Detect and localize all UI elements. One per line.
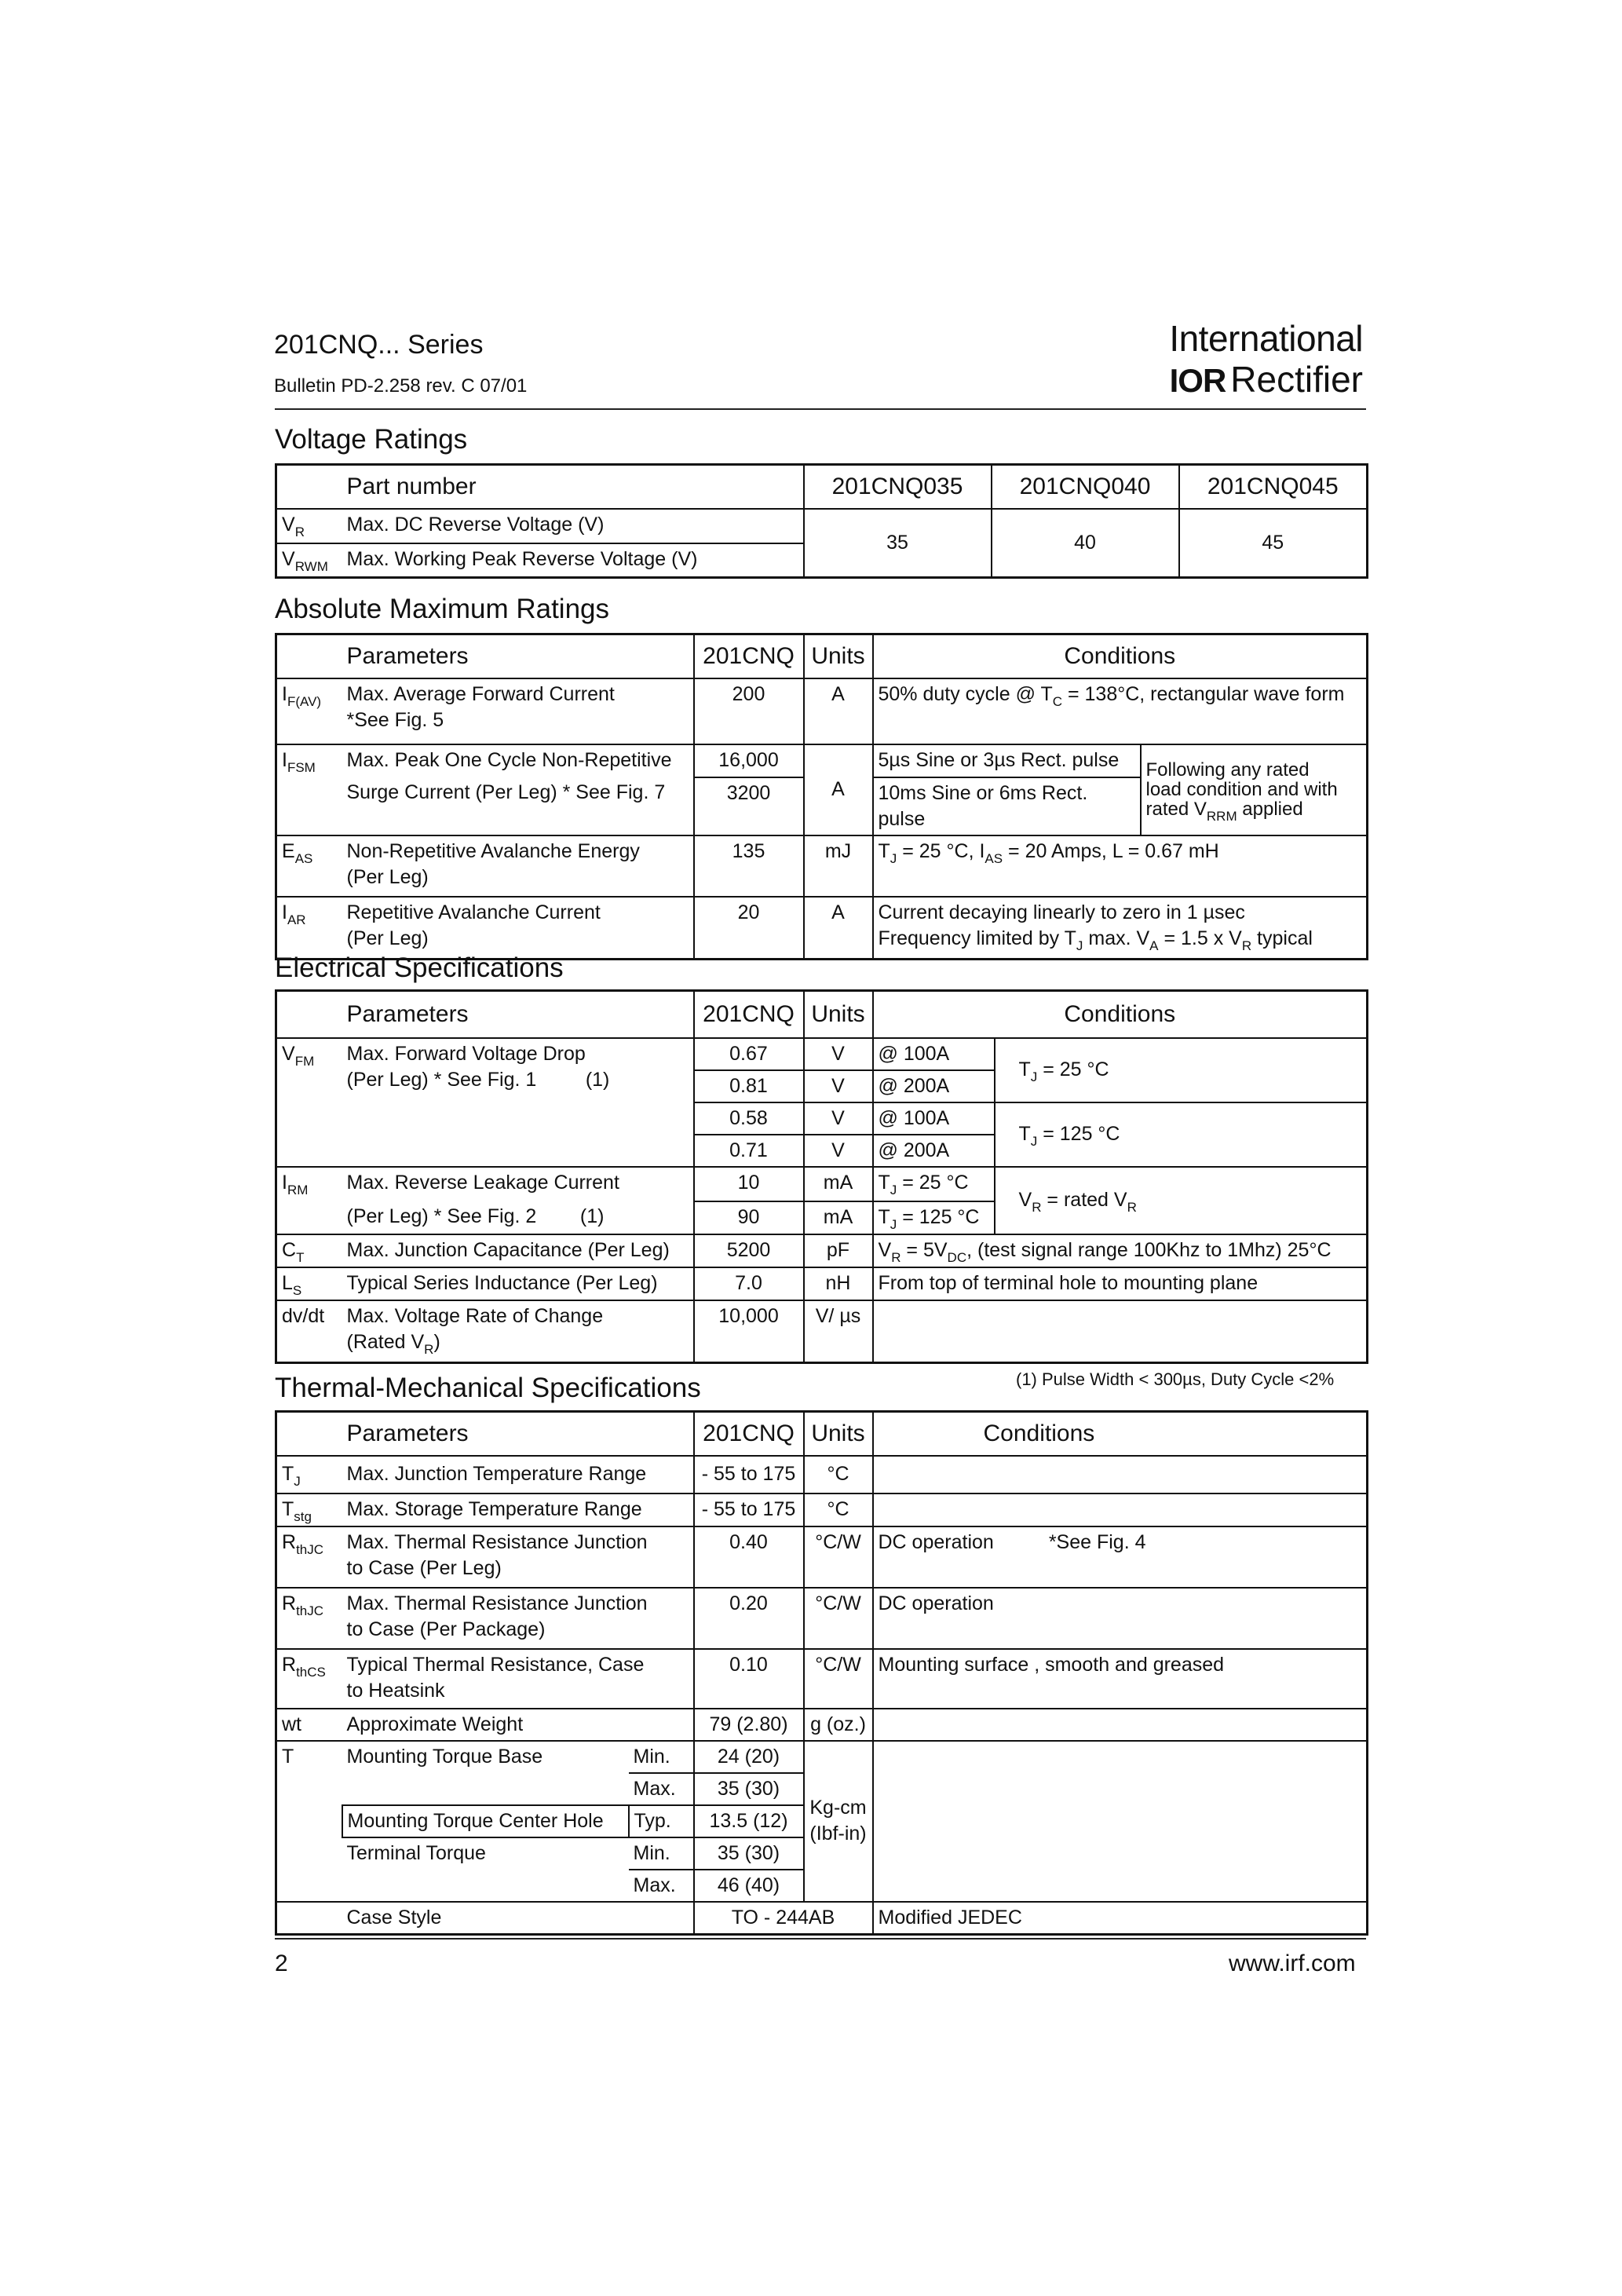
table-cell	[276, 991, 342, 1038]
cell-text: @ 100A	[873, 1038, 995, 1070]
cell-text: AS	[985, 850, 1003, 866]
cell-text: , (test signal range 100Khz to 1Mhz) 25°C	[966, 1238, 1332, 1261]
col-parameters: Parameters	[342, 634, 694, 678]
cell-text: thJC	[296, 1541, 324, 1557]
cell-text: - 55 to 175	[694, 1456, 804, 1493]
col-conditions: Conditions	[873, 634, 1368, 678]
cell-text: 201CNQ	[694, 1412, 804, 1456]
cell-text: J	[1030, 1134, 1038, 1149]
cell-text: = 125 °C	[1037, 1123, 1120, 1145]
table-row	[276, 1167, 1368, 1201]
ir-logo	[1170, 317, 1363, 404]
cell-text: 0.67	[694, 1038, 804, 1070]
table-row	[276, 678, 1368, 744]
cell-text: R	[282, 1592, 297, 1614]
table-row	[276, 1741, 1368, 1773]
cell-text: 35 (30)	[694, 1773, 804, 1805]
cell-text: 24 (20)	[694, 1741, 804, 1773]
symbol: V	[282, 547, 295, 570]
table-cell	[342, 1649, 694, 1709]
part-040: 201CNQ040	[992, 465, 1179, 509]
table-cell	[276, 1412, 342, 1456]
cell-text: V/ µs	[804, 1300, 873, 1363]
cell-text: R	[282, 1653, 297, 1676]
cell-text: V	[804, 1070, 873, 1102]
cell-text: 7.0	[694, 1267, 804, 1300]
cell-text: J	[890, 1182, 897, 1197]
cell-text: thCS	[296, 1664, 326, 1680]
cell-text: Max. Peak One Cycle Non-Repetitive	[342, 744, 694, 777]
cell-text: 50% duty cycle @ T	[878, 682, 1053, 705]
table-cell	[276, 1588, 342, 1649]
cell-text: 200	[694, 678, 804, 744]
cell-text: 5200	[694, 1234, 804, 1267]
table-cell	[873, 1493, 1368, 1526]
cell-text: T	[878, 1171, 890, 1194]
cell-text: L	[282, 1271, 293, 1294]
table-cell	[342, 1201, 694, 1234]
cell-text: DC	[947, 1249, 967, 1265]
cell-text: Units	[804, 1412, 873, 1456]
cell-text: = 25 °C	[897, 1171, 969, 1194]
cell-text: 0.58	[694, 1102, 804, 1135]
table-cell	[276, 1837, 342, 1870]
cell-text: T	[282, 1463, 294, 1485]
cell-text: 135	[694, 835, 804, 897]
table-cell	[276, 777, 342, 835]
cell-text: 0.81	[694, 1070, 804, 1102]
cell-text: *See Fig. 4	[1048, 1530, 1146, 1553]
table-cell	[276, 678, 342, 744]
electrical-specs-table	[275, 989, 1368, 1364]
cell-text: Max. Junction Temperature Range	[342, 1456, 694, 1493]
cell-text: V	[282, 1042, 295, 1065]
cell-text: R	[1127, 1200, 1137, 1215]
cell-text: AR	[287, 912, 306, 927]
table-cell	[873, 1456, 1368, 1493]
cell-text: 79 (2.80)	[694, 1709, 804, 1741]
cell-text: J	[1076, 938, 1083, 953]
value-035: 35	[804, 509, 992, 578]
cell-text: = 138°C, rectangular wave form	[1062, 682, 1345, 705]
symbol: V	[282, 513, 295, 536]
cell-text: C	[1052, 693, 1063, 709]
cell-text: T	[878, 839, 890, 862]
cell-text: Max. Forward Voltage Drop	[346, 1042, 586, 1065]
cell-text: Typ.	[629, 1805, 694, 1837]
cell-text: mJ	[804, 835, 873, 897]
cell-text: T	[296, 1249, 305, 1265]
cell-text: °C	[804, 1493, 873, 1526]
cell-text: load condition and with	[1145, 779, 1338, 800]
cell-text: V	[804, 1038, 873, 1070]
cell-text: nH	[804, 1267, 873, 1300]
table-cell	[276, 634, 342, 678]
cell-text: Conditions	[873, 991, 1368, 1038]
table-cell	[276, 835, 342, 897]
cell-text: - 55 to 175	[694, 1493, 804, 1526]
cell-text: Max. Thermal Resistance Junction	[346, 1592, 648, 1614]
table-cell	[276, 509, 342, 543]
table-row	[276, 1456, 1368, 1493]
cell-text: I	[282, 901, 287, 923]
cell-text: = 5V	[901, 1238, 948, 1261]
cell-text: T	[1018, 1058, 1031, 1080]
cell-text: RRM	[1206, 809, 1237, 824]
value-045: 45	[1179, 509, 1368, 578]
cell-text: From top of terminal hole to mounting plane	[873, 1267, 1368, 1300]
table-cell	[276, 1773, 342, 1805]
row-desc: Max. DC Reverse Voltage (V)	[342, 509, 804, 543]
col-value: 201CNQ	[694, 634, 804, 678]
cell-text: 90	[694, 1201, 804, 1234]
table-cell	[995, 1167, 1368, 1234]
cell-text: Units	[804, 991, 873, 1038]
cell-text: thJC	[296, 1603, 324, 1618]
table-cell	[342, 1038, 694, 1167]
cell-text: dv/dt	[276, 1300, 342, 1363]
cell-text: R	[1241, 938, 1252, 953]
part-045: 201CNQ045	[1179, 465, 1368, 509]
cell-text: g (oz.)	[804, 1709, 873, 1741]
cell-text: Min.	[629, 1741, 694, 1773]
table-cell	[276, 1167, 342, 1201]
cell-text: *See Fig. 5	[346, 708, 444, 731]
cell-text: T	[282, 1498, 294, 1520]
cell-text: FSM	[287, 759, 316, 775]
table-cell	[276, 1493, 342, 1526]
cell-text: = 25 °C, I	[897, 839, 985, 862]
table-cell	[342, 1588, 694, 1649]
cell-text: Min.	[629, 1837, 694, 1870]
row-desc: Max. Working Peak Reverse Voltage (V)	[342, 543, 804, 578]
thermal-specs-title: Thermal-Mechanical Specifications	[275, 1373, 701, 1403]
col-part-number: Part number	[342, 465, 804, 509]
thermal-specs-table	[275, 1410, 1368, 1936]
cell-text: Following any rated	[1145, 759, 1310, 781]
cell-text: @ 200A	[873, 1070, 995, 1102]
table-row	[276, 1267, 1368, 1300]
cell-text: T	[878, 1205, 890, 1228]
cell-text: I	[282, 682, 287, 705]
cell-text: Max. Junction Capacitance (Per Leg)	[342, 1234, 694, 1267]
series-title: 201CNQ... Series	[274, 330, 484, 360]
table-cell	[995, 1038, 1368, 1102]
cell-text: A	[804, 897, 873, 960]
cell-text: Max.	[629, 1773, 694, 1805]
cell-text: Max. Thermal Resistance Junction	[346, 1530, 648, 1553]
table-cell	[276, 1456, 342, 1493]
table-cell	[276, 897, 342, 960]
table-cell	[276, 543, 342, 578]
table-cell	[873, 678, 1368, 744]
cell-text: Max. Average Forward Current	[346, 682, 615, 705]
cell-text: wt	[276, 1709, 342, 1741]
cell-text: applied	[1237, 799, 1303, 820]
cell-text: T	[1018, 1123, 1031, 1145]
cell-text: V	[804, 1102, 873, 1135]
cell-text: (1)	[579, 1205, 605, 1227]
table-cell	[342, 1773, 629, 1805]
cell-text: = 125 °C	[897, 1205, 980, 1228]
table-row	[276, 1526, 1368, 1588]
cell-text: DC operation	[873, 1588, 1368, 1649]
table-cell	[276, 1805, 342, 1837]
cell-text: Modified JEDEC	[873, 1902, 1368, 1935]
table-cell	[342, 835, 694, 897]
logo-international: International	[1169, 318, 1363, 359]
cell-text: RM	[287, 1182, 309, 1197]
logo-rectifier: Rectifier	[1230, 359, 1363, 400]
cell-text: Parameters	[342, 1412, 629, 1456]
cell-text: to Case (Per Package)	[346, 1618, 546, 1640]
cell-text: °C/W	[804, 1526, 873, 1588]
cell-text: to Case (Per Leg)	[346, 1556, 502, 1579]
cell-text: C	[282, 1238, 297, 1261]
table-cell	[804, 1741, 873, 1902]
table-row	[276, 1300, 1368, 1363]
table-cell	[276, 465, 342, 509]
cell-text: °C/W	[804, 1588, 873, 1649]
cell-text: E	[282, 839, 295, 862]
cell-text: 5µs Sine or 3µs Rect. pulse	[873, 744, 1141, 777]
cell-text: Approximate Weight	[342, 1709, 694, 1741]
cell-text: 10	[694, 1167, 804, 1201]
value-040: 40	[992, 509, 1179, 578]
col-units: Units	[804, 634, 873, 678]
cell-text: J	[294, 1474, 301, 1489]
cell-text: Max. Reverse Leakage Current	[342, 1167, 694, 1201]
cell-text: mA	[804, 1201, 873, 1234]
table-row	[276, 1493, 1368, 1526]
cell-text: I	[282, 1171, 287, 1194]
cell-text: Max. Voltage Rate of Change	[346, 1304, 604, 1327]
cell-text: FM	[294, 1053, 315, 1069]
cell-text: (Per Leg)	[346, 865, 429, 888]
cell-text: Surge Current (Per Leg) * See Fig. 7	[342, 777, 694, 835]
table-cell	[276, 744, 342, 777]
logo-rectifier-line	[1170, 358, 1363, 400]
abs-max-title: Absolute Maximum Ratings	[275, 594, 609, 624]
table-header-row	[276, 634, 1368, 678]
symbol-sub: RWM	[294, 558, 328, 574]
logo-ior-mark: IOR	[1169, 362, 1226, 399]
cell-text: (1)	[585, 1068, 610, 1091]
cell-text: 20	[694, 897, 804, 960]
footer-rule	[275, 1938, 1366, 1940]
cell-text: Parameters	[342, 991, 694, 1038]
table-cell	[342, 1870, 629, 1902]
table-cell	[276, 1526, 342, 1588]
cell-text: 10,000	[694, 1300, 804, 1363]
cell-text: Non-Repetitive Avalanche Energy	[346, 839, 640, 862]
cell-text: DC operation	[878, 1530, 994, 1553]
table-cell	[873, 1234, 1368, 1267]
cell-text: Current decaying linearly to zero in 1 µsec	[878, 901, 1245, 923]
table-cell	[873, 1526, 1368, 1588]
table-cell	[276, 1267, 342, 1300]
cell-text: Kg-cm	[809, 1797, 867, 1819]
table-cell	[276, 1870, 342, 1902]
cell-text: 46 (40)	[694, 1870, 804, 1902]
voltage-ratings-title: Voltage Ratings	[275, 424, 468, 455]
cell-text: V	[804, 1135, 873, 1167]
table-cell	[276, 1649, 342, 1709]
table-cell	[995, 1102, 1368, 1167]
cell-text: 201CNQ	[694, 991, 804, 1038]
cell-text: (Per Leg) * See Fig. 1	[346, 1068, 537, 1091]
cell-text: = rated V	[1041, 1189, 1127, 1211]
bulletin-info: Bulletin PD-2.258 rev. C 07/01	[274, 375, 528, 397]
abs-max-table	[275, 633, 1368, 960]
table-cell	[873, 1300, 1368, 1363]
table-cell	[276, 1902, 342, 1935]
cell-text: 0.10	[694, 1649, 804, 1709]
table-header-row	[276, 991, 1368, 1038]
table-cell	[873, 1741, 1368, 1902]
cell-text: A	[804, 678, 873, 744]
cell-text: 13.5 (12)	[694, 1805, 804, 1837]
cell-text: A	[1149, 938, 1159, 953]
table-cell	[342, 1526, 694, 1588]
table-cell	[873, 1167, 995, 1201]
cell-text: Typical Thermal Resistance, Case	[346, 1653, 645, 1676]
table-row	[276, 1234, 1368, 1267]
electrical-specs-title: Electrical Specifications	[275, 952, 564, 983]
cell-text: R	[282, 1530, 297, 1553]
cell-text: TO - 244AB	[694, 1902, 873, 1935]
cell-text: J	[1030, 1069, 1038, 1084]
cell-text: Mounting Torque Center Hole	[342, 1805, 629, 1837]
cell-text: rated V	[1145, 799, 1207, 820]
table-cell	[873, 835, 1368, 897]
cell-text: R	[424, 1341, 434, 1357]
cell-text: stg	[294, 1509, 312, 1524]
cell-text: (Per Leg) * See Fig. 2	[346, 1205, 537, 1227]
cell-text: T	[276, 1741, 342, 1773]
table-cell	[342, 678, 694, 744]
table-cell	[873, 1709, 1368, 1741]
table-cell	[1141, 744, 1368, 835]
cell-text: Mounting Torque Base	[342, 1741, 629, 1773]
cell-text: R	[1032, 1200, 1042, 1215]
cell-text: Max. Storage Temperature Range	[342, 1493, 694, 1526]
cell-text: Max.	[629, 1870, 694, 1902]
voltage-ratings-table	[275, 463, 1368, 579]
cell-text: pF	[804, 1234, 873, 1267]
cell-text: °C	[804, 1456, 873, 1493]
cell-text: max. V	[1083, 927, 1150, 949]
symbol-sub: R	[294, 524, 305, 539]
table-row	[276, 1588, 1368, 1649]
cell-text: Conditions	[873, 1412, 1368, 1456]
table-header-row	[276, 1412, 1368, 1456]
cell-text: 3200	[694, 777, 804, 835]
cell-text: mA	[804, 1167, 873, 1201]
cell-text: (Rated V	[346, 1330, 425, 1353]
footer-url[interactable]: www.irf.com	[1229, 1951, 1356, 1976]
cell-text: Frequency limited by T	[878, 927, 1076, 949]
table-cell	[276, 1201, 342, 1234]
cell-text: to Heatsink	[346, 1679, 445, 1702]
cell-text: 0.40	[694, 1526, 804, 1588]
cell-text: 35 (30)	[694, 1837, 804, 1870]
cell-text: J	[890, 1216, 897, 1232]
cell-text: @ 100A	[873, 1102, 995, 1135]
cell-text: typical	[1251, 927, 1313, 949]
cell-text: Repetitive Avalanche Current	[346, 901, 601, 923]
cell-text: = 20 Amps, L = 0.67 mH	[1003, 839, 1219, 862]
cell-text: Typical Series Inductance (Per Leg)	[342, 1267, 694, 1300]
table-cell	[629, 1412, 694, 1456]
cell-text: Case Style	[342, 1902, 694, 1935]
part-035: 201CNQ035	[804, 465, 992, 509]
cell-text: 16,000	[694, 744, 804, 777]
header-rule	[275, 408, 1366, 410]
cell-text: Mounting surface , smooth and greased	[873, 1649, 1368, 1709]
cell-text: = 1.5 x V	[1158, 927, 1242, 949]
table-cell	[342, 1300, 694, 1363]
cell-text: V	[878, 1238, 892, 1261]
cell-text: AS	[294, 850, 313, 866]
cell-text: @ 200A	[873, 1135, 995, 1167]
table-row	[276, 1902, 1368, 1935]
page-number: 2	[275, 1951, 288, 1976]
table-cell	[873, 897, 1368, 960]
cell-text: I	[282, 748, 287, 771]
table-row	[276, 744, 1368, 777]
cell-text: 0.71	[694, 1135, 804, 1167]
cell-text: R	[891, 1249, 901, 1265]
table-cell	[276, 1234, 342, 1267]
table-header-row	[276, 465, 1368, 509]
cell-text: Terminal Torque	[342, 1837, 629, 1870]
cell-text: = 25 °C	[1037, 1058, 1109, 1080]
cell-text: A	[804, 744, 873, 835]
cell-text: )	[433, 1330, 440, 1353]
cell-text: F(AV)	[287, 693, 322, 709]
pulse-width-note: (1) Pulse Width < 300µs, Duty Cycle <2%	[1016, 1369, 1335, 1389]
table-cell	[276, 1038, 342, 1167]
table-row	[276, 835, 1368, 897]
table-row	[276, 897, 1368, 960]
table-row	[276, 1709, 1368, 1741]
cell-text: °C/W	[804, 1649, 873, 1709]
table-row	[276, 1038, 1368, 1070]
cell-text: (Per Leg)	[346, 927, 429, 949]
cell-text: V	[1018, 1189, 1032, 1211]
cell-text: 0.20	[694, 1588, 804, 1649]
cell-text: S	[292, 1282, 302, 1298]
table-row	[276, 1649, 1368, 1709]
table-cell	[873, 1201, 995, 1234]
cell-text: J	[890, 850, 897, 866]
cell-text: 10ms Sine or 6ms Rect. pulse	[873, 777, 1141, 835]
cell-text: (Ibf-in)	[809, 1823, 867, 1844]
table-row	[276, 509, 1368, 543]
table-cell	[342, 897, 694, 960]
